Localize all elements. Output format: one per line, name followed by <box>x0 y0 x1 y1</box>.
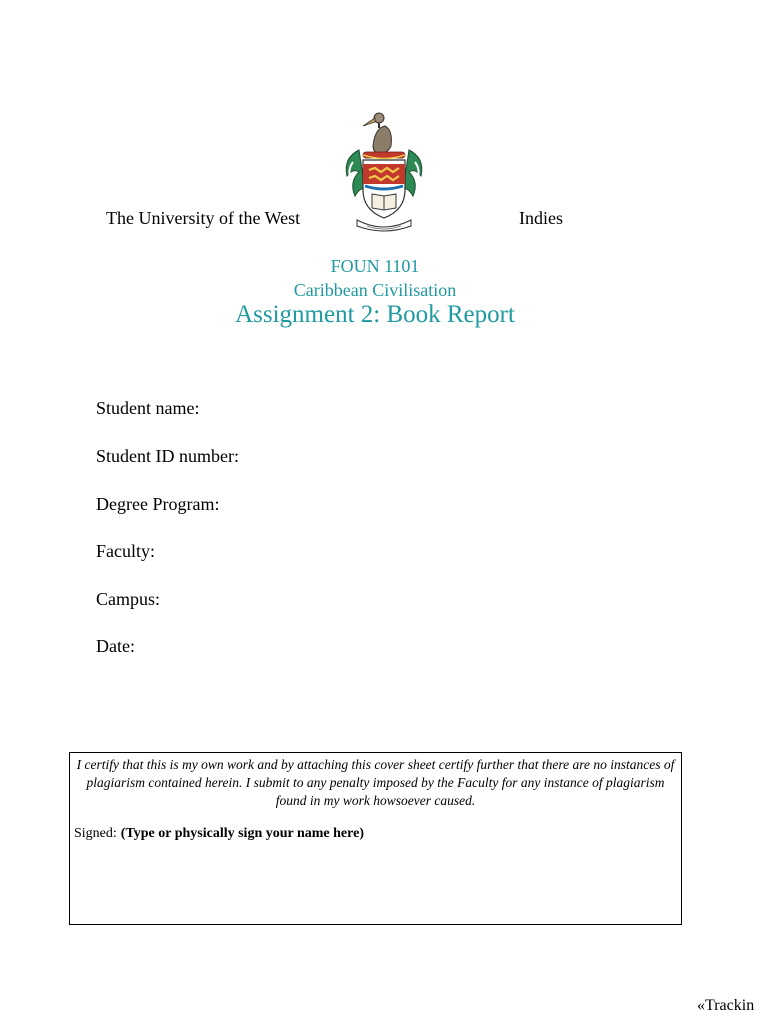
signed-label: Signed: <box>74 826 117 841</box>
signature-line <box>74 826 364 842</box>
student-id-label: Student ID number: <box>96 446 239 466</box>
plagiarism-statement: I certify that this is my own work and by attaching this cover sheet certify further that there are no instances of plagiarism contained herein. I submit to any penalty imposed by the Faculty for any instance of plagiarism found in my work howsoever caused. <box>76 757 675 808</box>
campus-label: Campus: <box>96 589 161 609</box>
signature-instruction: (Type or physically sign your name here) <box>120 826 364 841</box>
date-label: Date: <box>96 636 135 656</box>
merge-field-text: «Trackin <box>697 997 755 1014</box>
certification-box <box>69 752 682 925</box>
course-name: Caribbean Civilisation <box>293 280 457 300</box>
student-name-label: Student name: <box>96 398 200 418</box>
university-crest-logo <box>339 110 429 236</box>
degree-program-label: Degree Program: <box>96 494 220 514</box>
university-name-left: The University of the West <box>106 208 301 228</box>
assignment-title: Assignment 2: Book Report <box>235 301 515 328</box>
university-name-right: Indies <box>519 208 563 228</box>
course-code: FOUN 1101 <box>330 256 420 276</box>
faculty-label: Faculty: <box>96 541 155 561</box>
